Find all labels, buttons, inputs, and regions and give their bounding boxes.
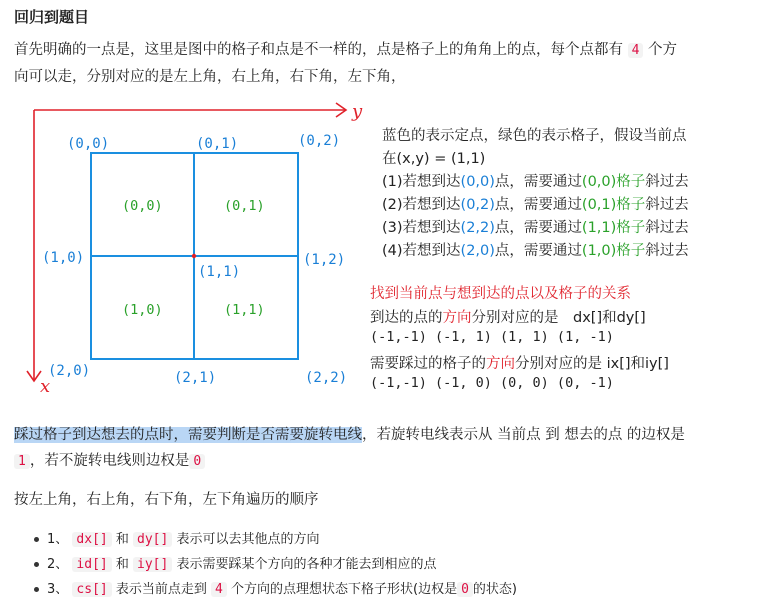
row-end: 斜过去 xyxy=(645,174,689,190)
list-text: 表示需要踩某个方向的各种才能去到相应的点 xyxy=(176,557,437,572)
cell-label-0-0: (0,0) xyxy=(122,198,163,214)
desc-row xyxy=(382,216,689,237)
inline-code-zero: 0 xyxy=(189,454,205,469)
relation-title: 找到当前点与想到达的点以及格子的关系 xyxy=(370,286,631,302)
cell-dir-word: 方向 xyxy=(486,356,515,372)
point-label-1-2: (1,2) xyxy=(303,252,346,268)
row-point: (2,0) xyxy=(460,243,495,259)
dir-text-end: 分别对应的是 dx[]和dy[] xyxy=(471,310,646,326)
inline-code: dx[] xyxy=(72,532,111,547)
order-paragraph: 按左上角，右上角，右下角，左下角遍历的顺序 xyxy=(14,492,319,508)
bullet-icon xyxy=(34,562,39,567)
point-label-1-1: (1,1) xyxy=(198,264,241,280)
desc-line-2: 在(x,y) = (1,1) xyxy=(382,151,486,167)
weight-paragraph xyxy=(14,422,685,475)
row-middle: 点，需要通过 xyxy=(494,220,582,236)
intro-paragraph xyxy=(14,37,677,90)
point-label-2-0: (2,0) xyxy=(48,363,91,379)
desc-row xyxy=(382,193,689,214)
dir-word: 方向 xyxy=(442,310,472,326)
cell-label-1-0: (1,0) xyxy=(122,302,163,318)
dir-line xyxy=(370,306,646,327)
cell-dir-values: (-1,-1) (-1, 0) (0, 0) (0, -1) xyxy=(370,375,614,391)
row-end: 斜过去 xyxy=(645,243,689,259)
intro-text-end: 个方 xyxy=(648,42,678,58)
row-point: (0,0) xyxy=(460,174,495,190)
intro-text-line2: 向可以走，分别对应的是左上角，右上角，右下角，左下角， xyxy=(14,69,406,85)
inline-code: 0 xyxy=(457,582,473,597)
point-label-1-0: (1,0) xyxy=(42,250,85,266)
row-middle: 点，需要通过 xyxy=(494,174,582,190)
desc-line-1: 蓝色的表示定点，绿色的表示格子，假设当前点 xyxy=(382,128,687,144)
cell-dir-text-end: 分别对应的是 ix[]和iy[] xyxy=(515,356,669,372)
inline-code-four: 4 xyxy=(628,43,644,58)
list-text: 的状态) xyxy=(472,582,517,597)
row-middle: 点，需要通过 xyxy=(494,197,582,213)
inline-code: id[] xyxy=(72,557,111,572)
list-item xyxy=(34,528,320,547)
cell-dir-text: 需要踩过的格子的 xyxy=(370,356,486,372)
grid-diagram xyxy=(0,92,370,402)
inline-code-one: 1 xyxy=(14,454,30,469)
row-cell: (1,0)格子 xyxy=(581,243,646,259)
row-middle: 点，需要通过 xyxy=(494,243,582,259)
list-item xyxy=(34,553,437,572)
row-end: 斜过去 xyxy=(645,197,689,213)
section-heading: 回归到题目 xyxy=(14,8,90,26)
row-prefix: (2)若想到达 xyxy=(382,197,461,213)
bullet-icon xyxy=(34,587,39,592)
list-text: 个方向的点理想状态下格子形状(边权是 xyxy=(231,582,458,597)
row-cell: (0,1)格子 xyxy=(581,197,646,213)
current-point-marker xyxy=(192,254,196,258)
cell-label-1-1: (1,1) xyxy=(224,302,265,318)
list-num: 2、 xyxy=(47,557,69,572)
point-label-2-2: (2,2) xyxy=(305,370,348,386)
x-axis-label: x xyxy=(40,376,51,397)
list-text: 表示当前点走到 xyxy=(115,582,207,597)
list-num: 1、 xyxy=(47,532,69,547)
row-prefix: (4)若想到达 xyxy=(382,243,461,259)
point-label-0-0: (0,0) xyxy=(67,136,110,152)
y-axis-label: y xyxy=(352,101,363,122)
row-prefix: (3)若想到达 xyxy=(382,220,461,236)
intro-text: 首先明确的一点是，这里是图中的格子和点是不一样的，点是格子上的角角上的点，每个点都有 xyxy=(14,42,623,58)
list-item xyxy=(34,578,517,597)
row-cell: (1,1)格子 xyxy=(581,220,646,236)
point-label-0-1: (0,1) xyxy=(196,136,239,152)
row-point: (2,2) xyxy=(460,220,495,236)
list-text: 表示可以去其他点的方向 xyxy=(176,532,320,547)
list-num: 3、 xyxy=(47,582,69,597)
desc-row xyxy=(382,170,689,191)
list-and: 和 xyxy=(115,557,129,572)
weight-text: ，若旋转电线表示从 当前点 到 想去的点 的边权是 xyxy=(362,427,685,443)
inline-code: dy[] xyxy=(133,532,172,547)
desc-row xyxy=(382,239,689,260)
point-label-0-2: (0,2) xyxy=(298,133,341,149)
row-end: 斜过去 xyxy=(645,220,689,236)
cell-label-0-1: (0,1) xyxy=(224,198,265,214)
dir-text: 到达的点的 xyxy=(370,310,443,326)
row-prefix: (1)若想到达 xyxy=(382,174,461,190)
row-cell: (0,0)格子 xyxy=(581,174,646,190)
inline-code: cs[] xyxy=(72,582,111,597)
list-and: 和 xyxy=(115,532,129,547)
cell-dir-line xyxy=(370,352,669,373)
dir-values: (-1,-1) (-1, 1) (1, 1) (1, -1) xyxy=(370,329,614,345)
row-point: (0,2) xyxy=(460,197,495,213)
highlight-text: 踩过格子到达想去的点时，需要判断是否需要旋转电线 xyxy=(14,427,362,443)
inline-code: iy[] xyxy=(133,557,172,572)
point-label-2-1: (2,1) xyxy=(174,370,217,386)
weight-text-mid: ，若不旋转电线则边权是 xyxy=(29,453,190,469)
inline-code: 4 xyxy=(211,582,227,597)
bullet-icon xyxy=(34,537,39,542)
